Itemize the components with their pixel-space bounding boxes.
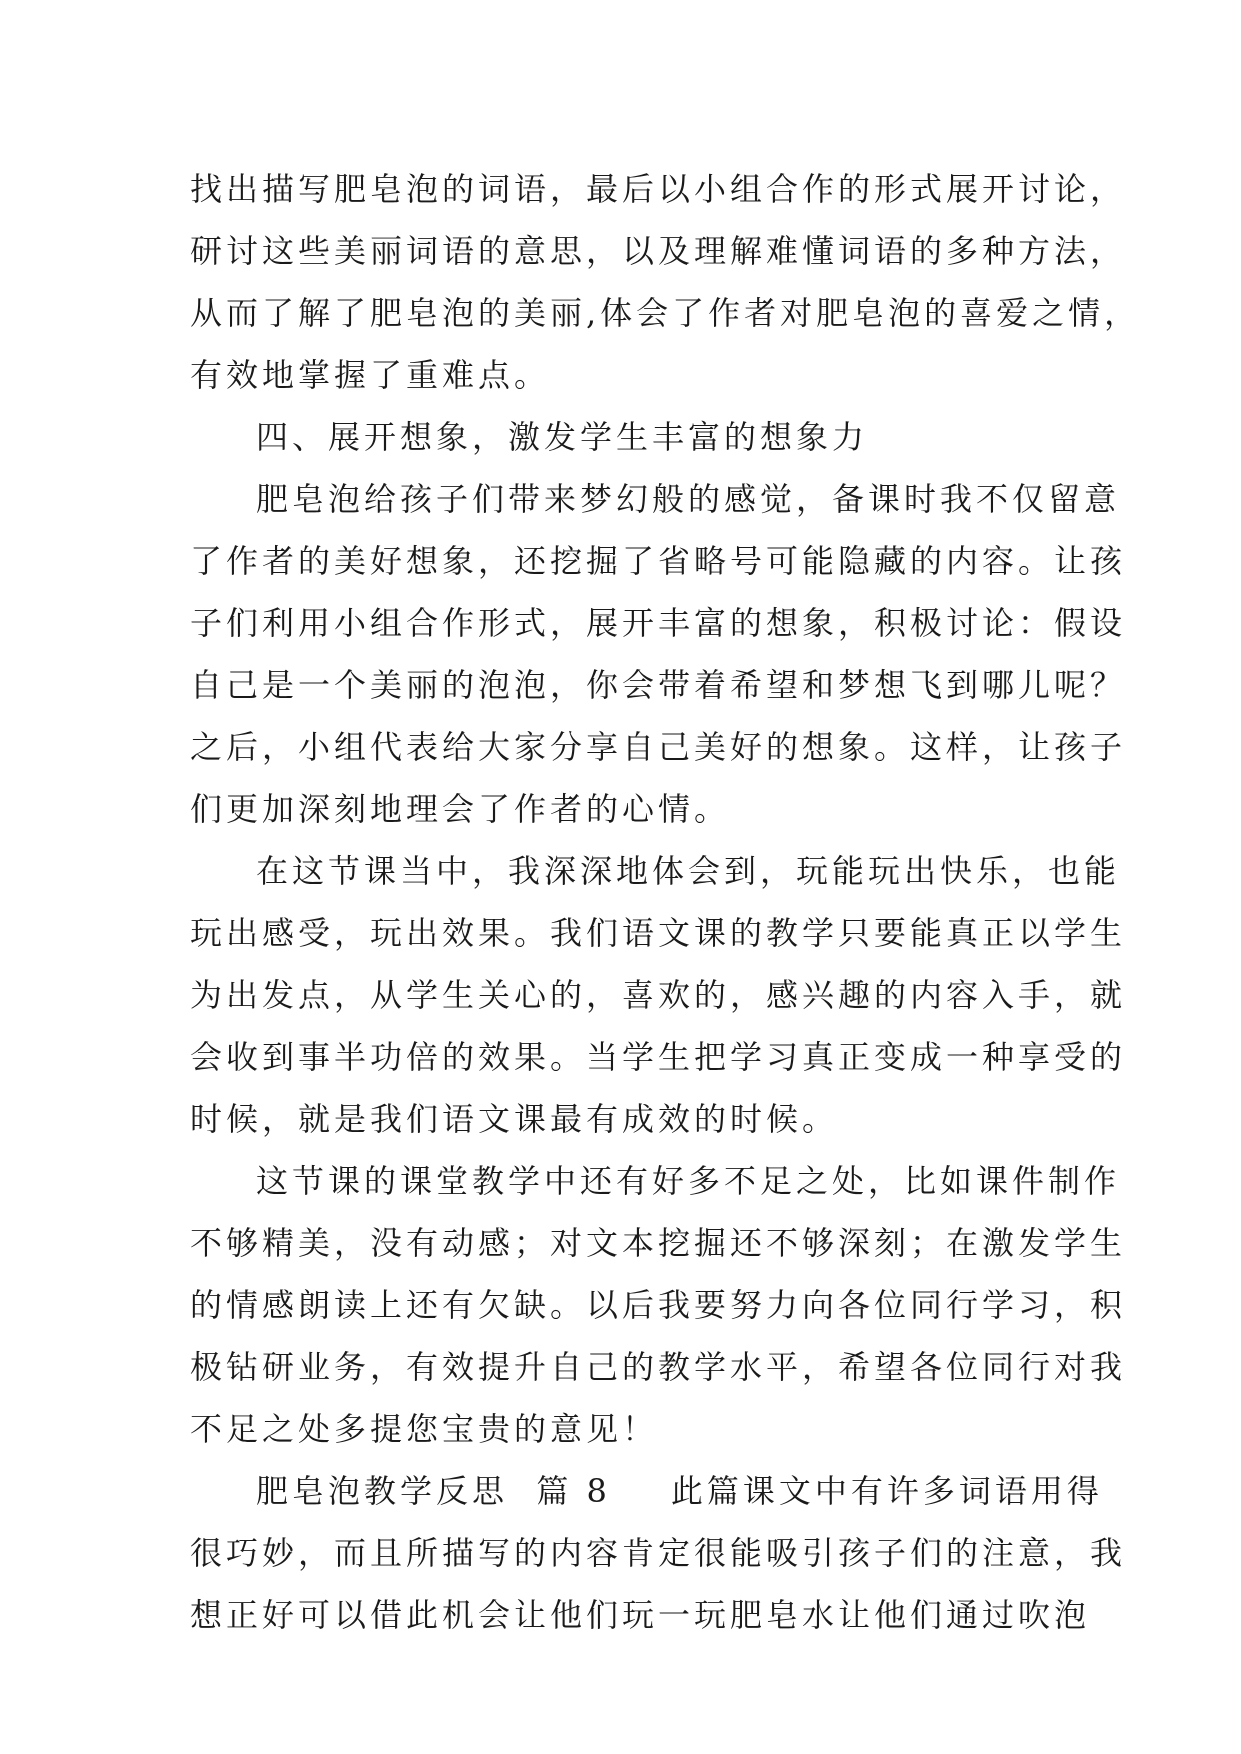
section-heading-line: 四、展开想象，激发学生丰富的想象力 xyxy=(256,418,869,456)
section-number: 篇 8 xyxy=(536,1472,611,1510)
text-line: 子们利用小组合作形式，展开丰富的想象，积极讨论：假设 xyxy=(190,604,1127,642)
document-body xyxy=(190,158,1141,1646)
text-line: 们更加深刻地理会了作者的心情。 xyxy=(190,790,731,828)
text-line: 为出发点，从学生关心的，喜欢的，感兴趣的内容入手，就 xyxy=(190,976,1127,1014)
paragraph-start-line: 肥皂泡给孩子们带来梦幻般的感觉，备课时我不仅留意 xyxy=(256,480,1121,518)
text-line: 玩出感受，玩出效果。我们语文课的教学只要能真正以学生 xyxy=(190,914,1127,952)
text-line: 想正好可以借此机会让他们玩一玩肥皂水让他们通过吹泡 xyxy=(190,1596,1091,1634)
text-line: 的情感朗读上还有欠缺。以后我要努力向各位同行学习，积 xyxy=(190,1286,1127,1324)
section-title-line xyxy=(190,1460,1103,1522)
text-line: 了作者的美好想象，还挖掘了省略号可能隐藏的内容。让孩 xyxy=(190,542,1127,580)
text-line: 之后，小组代表给大家分享自己美好的想象。这样，让孩子 xyxy=(190,728,1127,766)
text-line: 找出描写肥皂泡的词语，最后以小组合作的形式展开讨论， xyxy=(190,170,1127,208)
section-continuation: 此篇课文中有许多词语用得 xyxy=(670,1472,1103,1510)
text-line: 时候，就是我们语文课最有成效的时候。 xyxy=(190,1100,839,1138)
text-line: 极钻研业务，有效提升自己的教学水平，希望各位同行对我 xyxy=(190,1348,1127,1386)
text-line: 有效地掌握了重难点。 xyxy=(190,356,551,394)
text-line: 自己是一个美丽的泡泡，你会带着希望和梦想飞到哪儿呢？ xyxy=(190,666,1127,704)
paragraph-start-line: 在这节课当中，我深深地体会到，玩能玩出快乐，也能 xyxy=(256,852,1121,890)
text-line: 研讨这些美丽词语的意思，以及理解难懂词语的多种方法， xyxy=(190,232,1127,270)
paragraph-start-line: 这节课的课堂教学中还有好多不足之处，比如课件制作 xyxy=(256,1162,1121,1200)
text-line: 从而了解了肥皂泡的美丽,体会了作者对肥皂泡的喜爱之情， xyxy=(190,294,1141,332)
text-line: 很巧妙，而且所描写的内容肯定很能吸引孩子们的注意，我 xyxy=(190,1534,1127,1572)
text-line: 会收到事半功倍的效果。当学生把学习真正变成一种享受的 xyxy=(190,1038,1127,1076)
text-line: 不够精美，没有动感；对文本挖掘还不够深刻；在激发学生 xyxy=(190,1224,1127,1262)
section-heading: 肥皂泡教学反思 xyxy=(256,1472,509,1510)
text-line: 不足之处多提您宝贵的意见！ xyxy=(190,1410,659,1448)
